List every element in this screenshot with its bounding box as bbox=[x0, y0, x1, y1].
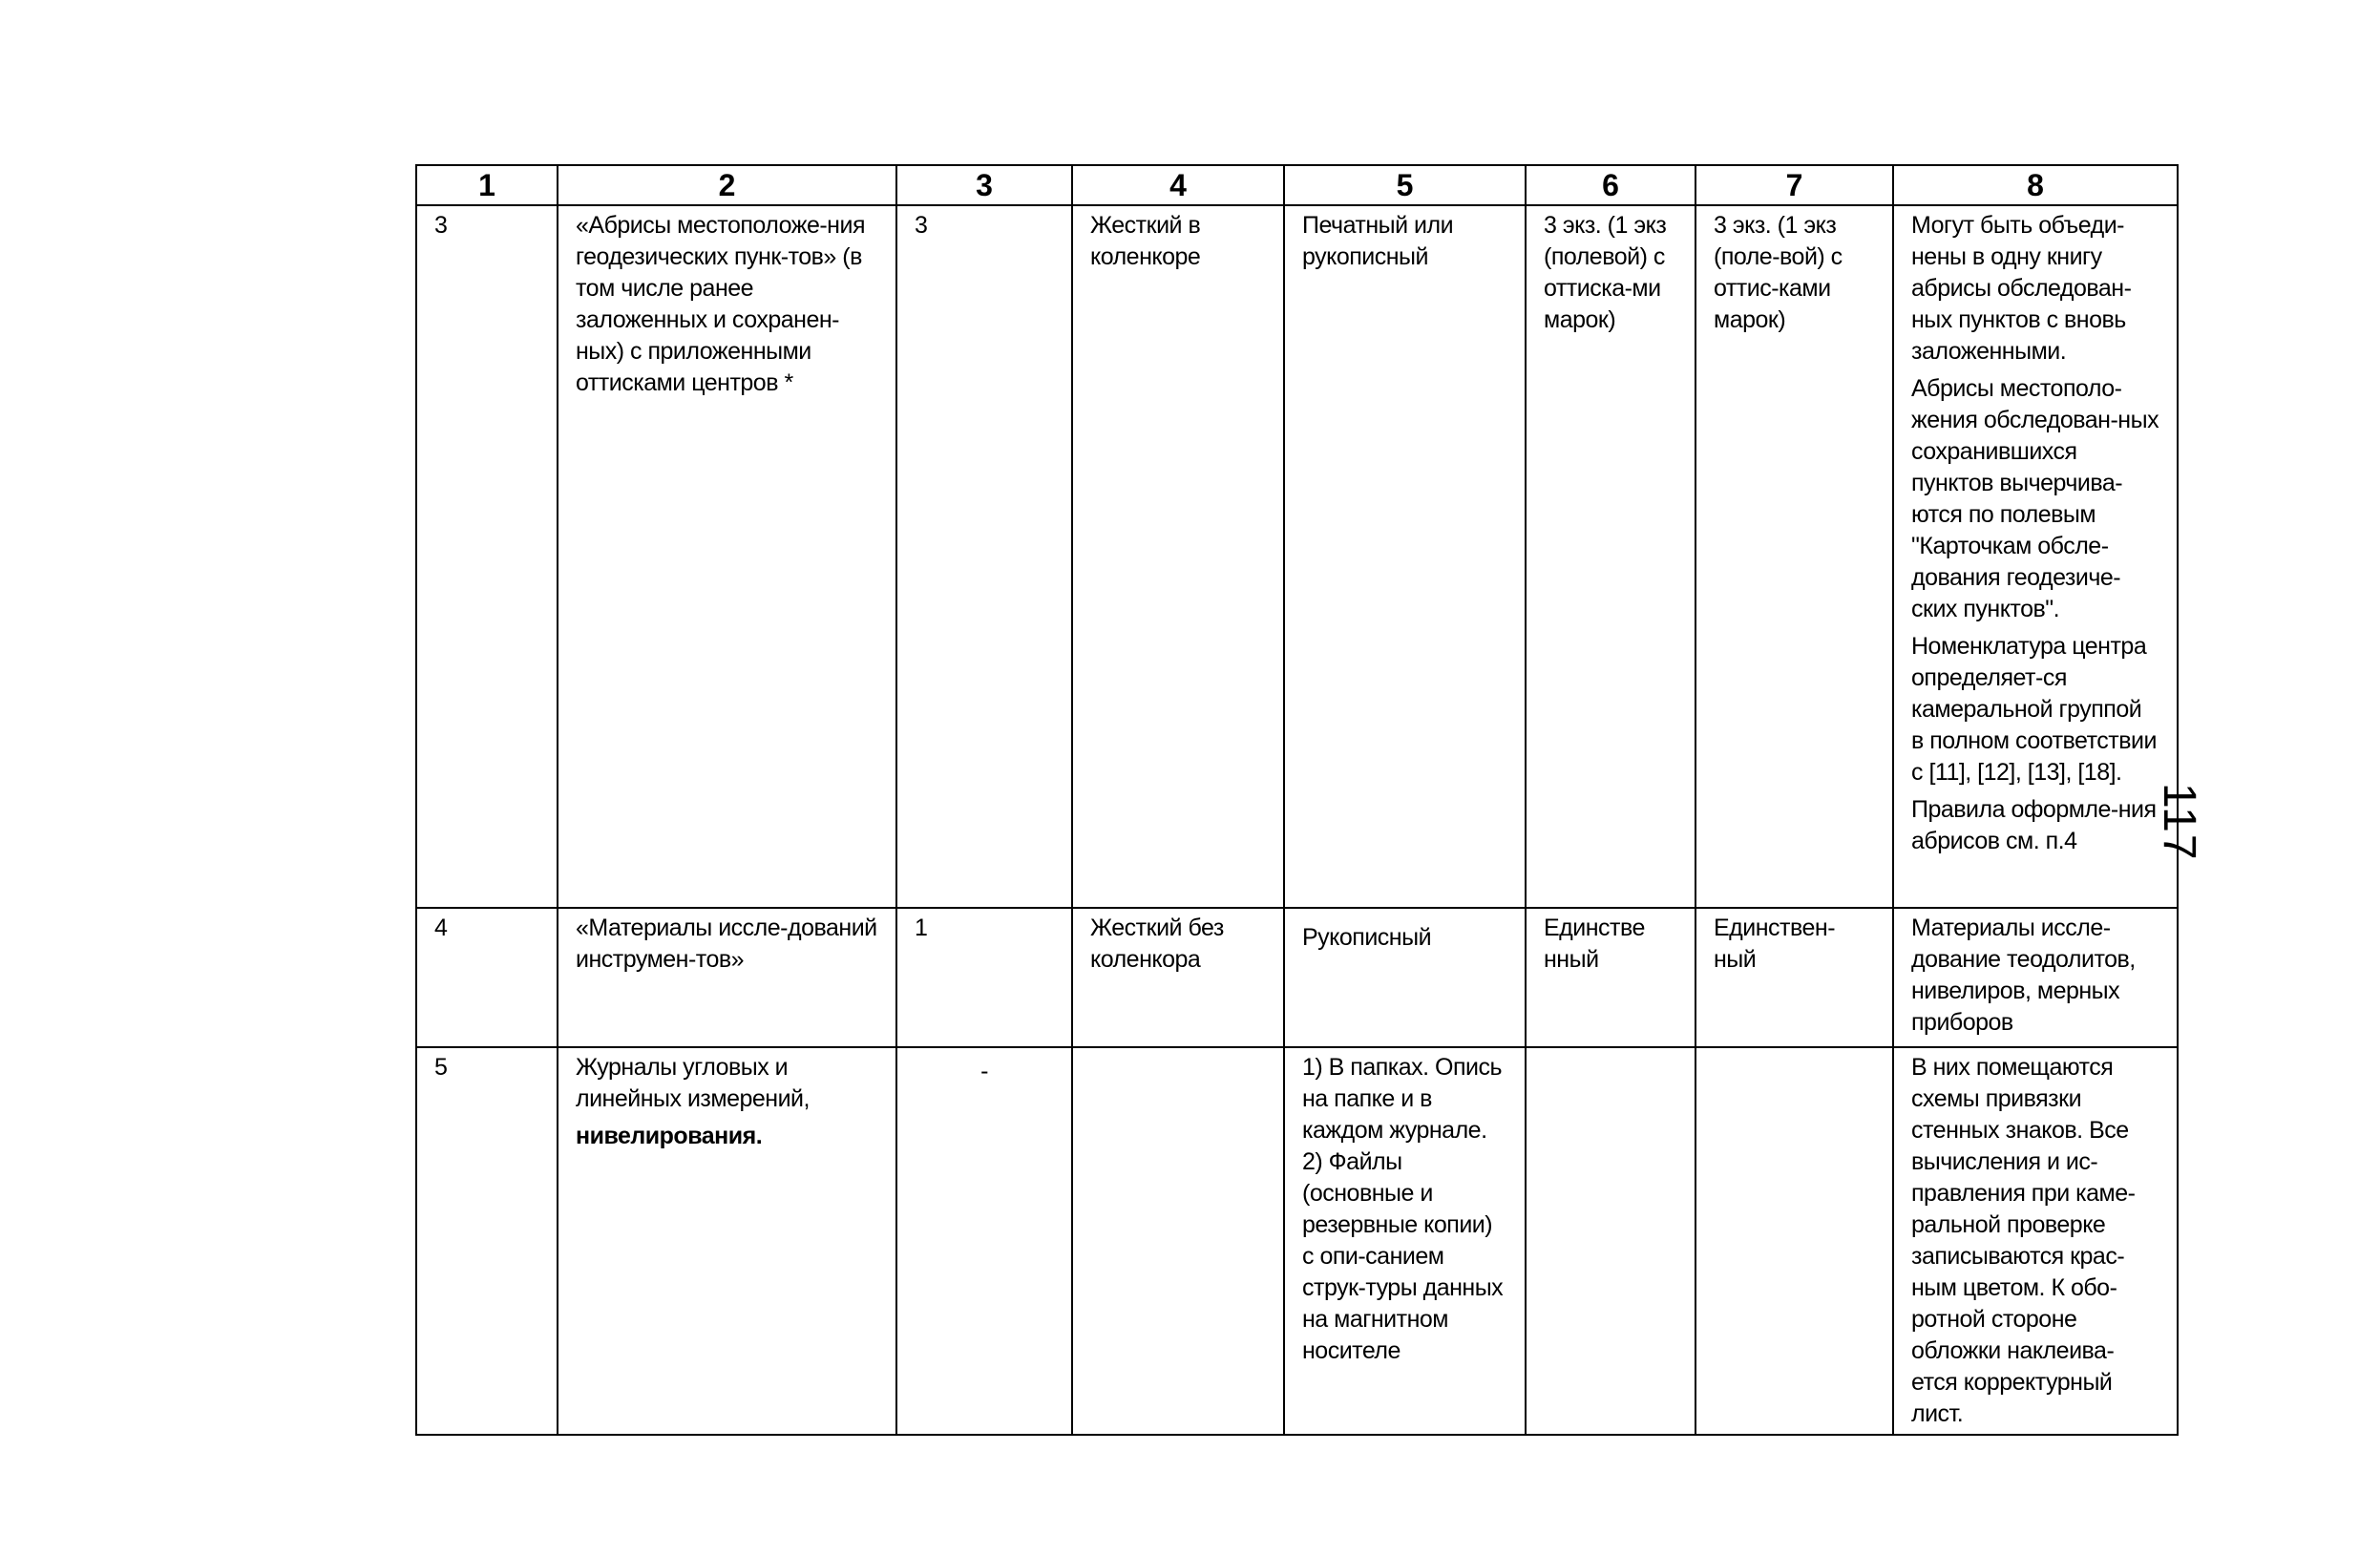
document-title: «Материалы иссле-дований инструмен-тов» bbox=[558, 908, 896, 1047]
copies-a: Единстве нный bbox=[1526, 908, 1695, 1047]
row-number: 4 bbox=[416, 908, 558, 1047]
quantity: 1 bbox=[896, 908, 1072, 1047]
note-paragraph: Могут быть объеди-нены в одну книгу абрисы обследован-ных пунктов с вновь заложенными. bbox=[1911, 212, 2132, 365]
copies-b bbox=[1695, 1047, 1893, 1435]
table-row bbox=[416, 1047, 2178, 1435]
note-paragraph: Правила оформле-ния абрисов см. п.4 bbox=[1911, 796, 2157, 854]
header-row bbox=[416, 165, 2178, 205]
copies-a bbox=[1526, 1047, 1695, 1435]
header-col-2: 2 bbox=[558, 165, 896, 205]
row-number: 5 bbox=[416, 1047, 558, 1435]
format: Рукописный bbox=[1284, 908, 1526, 1047]
header-col-7: 7 bbox=[1695, 165, 1893, 205]
note-paragraph: Номенклатура центра определяет-ся камеральной группой в полном соответствии с [11], [12], [13], [18]. bbox=[1911, 633, 2157, 786]
format: Печатный или рукописный bbox=[1284, 205, 1526, 908]
copies-a: 3 экз. (1 экз (полевой) с оттиска-ми марок) bbox=[1526, 205, 1695, 908]
notes bbox=[1893, 205, 2178, 908]
header-col-6: 6 bbox=[1526, 165, 1695, 205]
copies-b: 3 экз. (1 экз (поле-вой) с оттис-ками марок) bbox=[1695, 205, 1893, 908]
title-line: Журналы угловых и линейных измерений, bbox=[576, 1054, 810, 1112]
notes: Материалы иссле-дование теодолитов, нивелиров, мерных приборов bbox=[1893, 908, 2178, 1047]
note-paragraph: Абрисы местополо-жения обследован-ных сохранившихся пунктов вычерчива-ются по полевым "Карточкам обсле-дования геодезиче-ских пунктов". bbox=[1911, 375, 2159, 622]
header-col-5: 5 bbox=[1284, 165, 1526, 205]
title-line: нивелирования. bbox=[576, 1123, 763, 1149]
binding-type bbox=[1072, 1047, 1284, 1435]
notes: В них помещаются схемы привязки стенных знаков. Все вычисления и ис-правления при каме-ральной проверке записываются крас-ным цветом. К обо-ротной стороне обложки наклеива-ется корректурный лист. bbox=[1893, 1047, 2178, 1435]
table-row bbox=[416, 205, 2178, 908]
table-row bbox=[416, 908, 2178, 1047]
binding-type: Жесткий без коленкора bbox=[1072, 908, 1284, 1047]
quantity: 3 bbox=[896, 205, 1072, 908]
header-col-3: 3 bbox=[896, 165, 1072, 205]
document-title bbox=[558, 1047, 896, 1435]
page-number: 117 bbox=[2154, 783, 2204, 862]
copies-b: Единствен-ный bbox=[1695, 908, 1893, 1047]
quantity: - bbox=[896, 1047, 1072, 1435]
binding-type: Жесткий в коленкоре bbox=[1072, 205, 1284, 908]
header-col-1: 1 bbox=[416, 165, 558, 205]
row-number: 3 bbox=[416, 205, 558, 908]
format: 1) В папках. Опись на папке и в каждом журнале. 2) Файлы (основные и резервные копии) с опи-санием струк-туры данных на магнитном носителе bbox=[1284, 1047, 1526, 1435]
document-title: «Абрисы местоположе-ния геодезических пунк-тов» (в том числе ранее заложенных и сохранен-ных) с приложенными оттисками центров * bbox=[558, 205, 896, 908]
header-col-4: 4 bbox=[1072, 165, 1284, 205]
header-col-8: 8 bbox=[1893, 165, 2178, 205]
document-table bbox=[415, 164, 2179, 1436]
